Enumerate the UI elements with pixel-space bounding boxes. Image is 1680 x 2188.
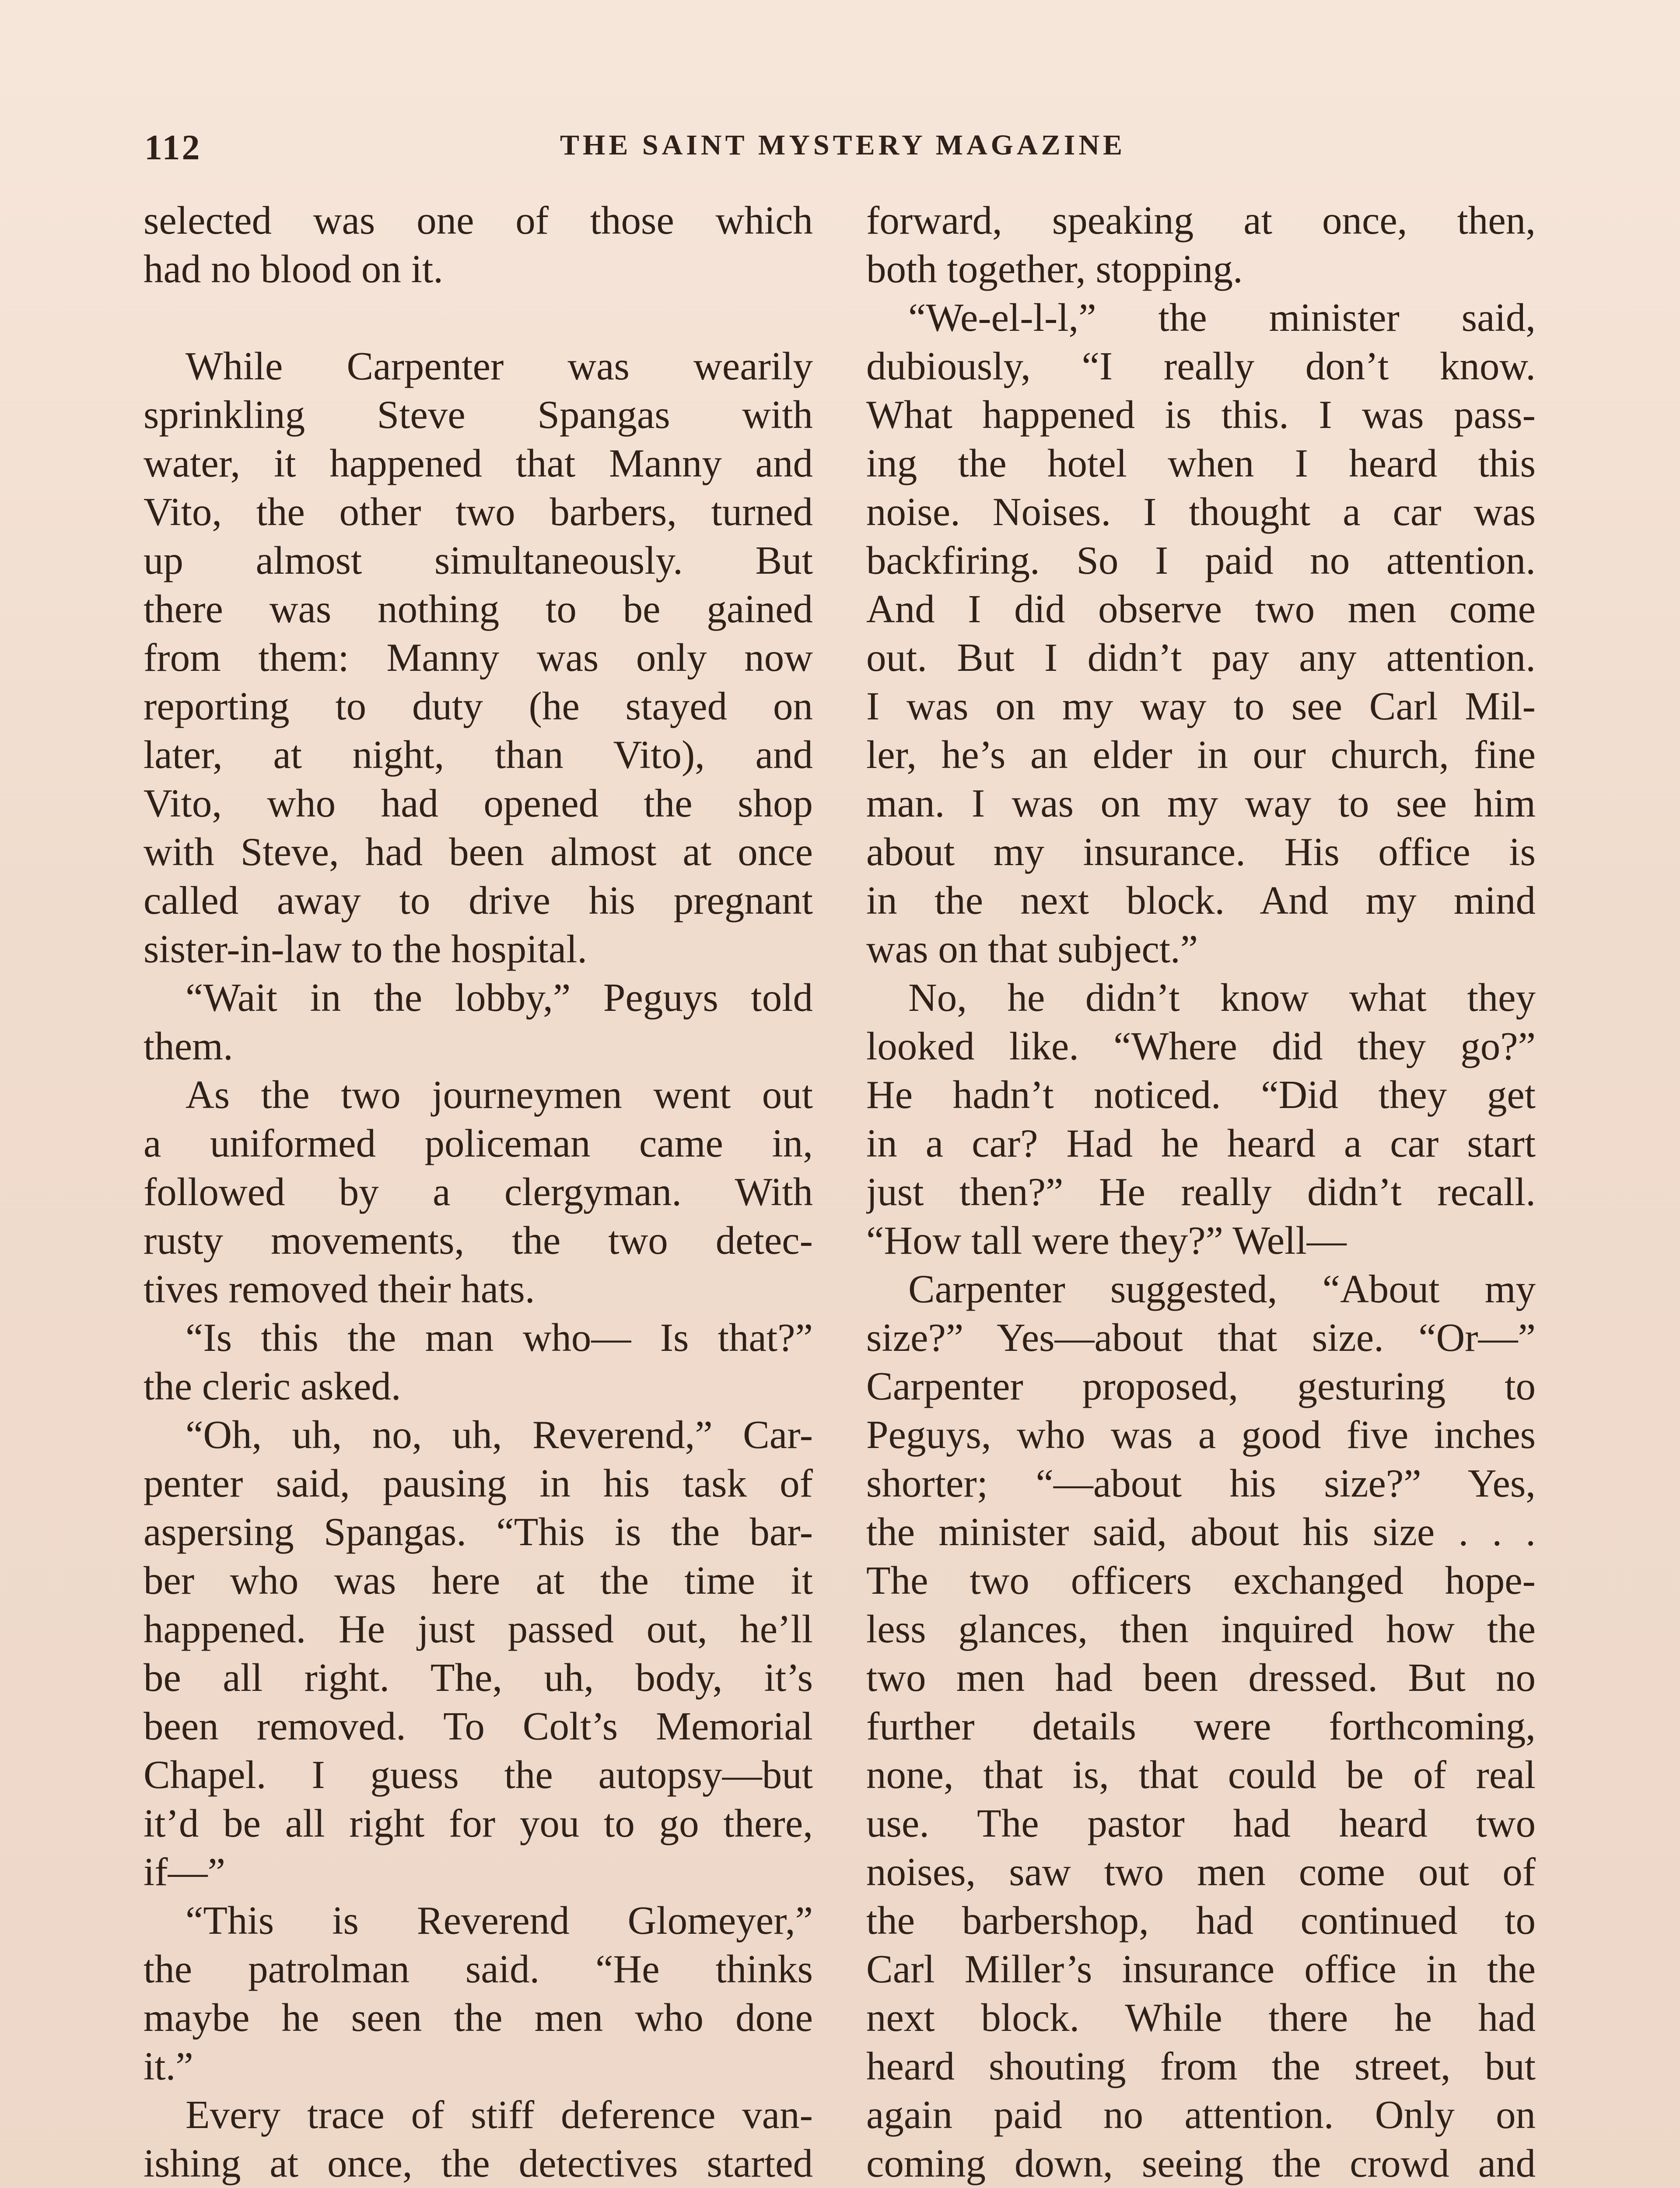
text-line: Peguys, who was a good five inches: [866, 1413, 1536, 1457]
text-line: noise. Noises. I thought a car was: [866, 490, 1536, 534]
text-line: size?” Yes—about that size. “Or—”: [866, 1315, 1536, 1360]
text-line: “Wait in the lobby,” Peguys told: [186, 975, 813, 1020]
text-line: Carpenter suggested, “About my: [908, 1267, 1536, 1311]
text-line: Chapel. I guess the autopsy—but: [144, 1753, 813, 1797]
text-line: And I did observe two men come: [866, 587, 1536, 631]
text-line: “We-el-l-l,” the minister said,: [908, 295, 1536, 340]
text-line: penter said, pausing in his task of: [144, 1461, 813, 1505]
text-line: from them: Manny was only now: [144, 635, 813, 680]
text-line: water, it happened that Manny and: [144, 441, 813, 485]
text-line: I was on my way to see Carl Mil-: [866, 684, 1536, 728]
paragraph-gap: [144, 293, 813, 342]
text-line: ber who was here at the time it: [144, 1558, 813, 1602]
text-line: rusty movements, the two detec-: [144, 1218, 813, 1262]
text-line: As the two journeymen went out: [186, 1073, 813, 1117]
text-line: dubiously, “I really don’t know.: [866, 344, 1536, 388]
text-line: heard shouting from the street, but: [866, 2044, 1536, 2088]
left-column: [144, 196, 813, 2188]
text-line: noises, saw two men come out of: [866, 1850, 1536, 1894]
text-line: maybe he seen the men who done: [144, 1995, 813, 2040]
text-line: with Steve, had been almost at once: [144, 830, 813, 874]
text-line: use. The pastor had heard two: [866, 1801, 1536, 1845]
text-line: sprinkling Steve Spangas with: [144, 393, 813, 437]
text-line: had no blood on it.: [144, 247, 443, 291]
text-line: ishing at once, the detectives started: [144, 2141, 813, 2185]
text-line: it.”: [144, 2044, 193, 2088]
text-line: Carpenter proposed, gesturing to: [866, 1364, 1536, 1408]
text-line: the barbershop, had continued to: [866, 1898, 1536, 1943]
text-line: He hadn’t noticed. “Did they get: [866, 1073, 1536, 1117]
text-line: there was nothing to be gained: [144, 587, 813, 631]
text-line: just then?” He really didn’t recall.: [866, 1170, 1536, 1214]
text-line: Vito, the other two barbers, turned: [144, 490, 813, 534]
text-line: been removed. To Colt’s Memorial: [144, 1704, 813, 1748]
text-line: followed by a clergyman. With: [144, 1170, 813, 1214]
text-line: While Carpenter was wearily: [186, 344, 813, 388]
text-line: happened. He just passed out, he’ll: [144, 1607, 813, 1651]
text-line: ing the hotel when I heard this: [866, 441, 1536, 485]
text-line: them.: [144, 1024, 233, 1068]
text-line: out. But I didn’t pay any attention.: [866, 635, 1536, 680]
text-line: The two officers exchanged hope-: [866, 1558, 1536, 1602]
text-line: man. I was on my way to see him: [866, 781, 1536, 825]
text-line: Every trace of stiff deference van-: [186, 2093, 813, 2137]
text-line: tives removed their hats.: [144, 1267, 535, 1311]
text-line: in a car? Had he heard a car start: [866, 1121, 1536, 1165]
text-line: coming down, seeing the crowd and: [866, 2141, 1536, 2185]
text-line: about my insurance. His office is: [866, 830, 1536, 874]
text-line: a uniformed policeman came in,: [144, 1121, 813, 1165]
text-line: What happened is this. I was pass-: [866, 393, 1536, 437]
text-line: sister-in-law to the hospital.: [144, 927, 588, 971]
text-line: be all right. The, uh, body, it’s: [144, 1655, 813, 1700]
page-number: 112: [144, 127, 202, 167]
text-line: Vito, who had opened the shop: [144, 781, 813, 825]
text-line: less glances, then inquired how the: [866, 1607, 1536, 1651]
text-line: in the next block. And my mind: [866, 878, 1536, 922]
text-line: looked like. “Where did they go?”: [866, 1024, 1536, 1068]
text-line: “This is Reverend Glomeyer,”: [186, 1898, 813, 1943]
text-line: “How tall were they?” Well—: [866, 1218, 1347, 1262]
text-line: the cleric asked.: [144, 1364, 401, 1408]
page-header: [144, 127, 1558, 175]
text-line: “Oh, uh, no, uh, Reverend,” Car-: [186, 1413, 813, 1457]
text-columns: [144, 196, 1544, 2188]
text-line: shorter; “—about his size?” Yes,: [866, 1461, 1536, 1505]
text-line: ler, he’s an elder in our church, fine: [866, 733, 1536, 777]
text-line: No, he didn’t know what they: [908, 975, 1536, 1020]
text-line: none, that is, that could be of real: [866, 1753, 1536, 1797]
text-line: selected was one of those which: [144, 198, 813, 242]
text-line: the patrolman said. “He thinks: [144, 1947, 813, 1991]
text-line: it’d be all right for you to go there,: [144, 1801, 813, 1845]
text-line: forward, speaking at once, then,: [866, 198, 1536, 242]
text-line: was on that subject.”: [866, 927, 1198, 971]
text-line: aspersing Spangas. “This is the bar-: [144, 1510, 813, 1554]
text-line: reporting to duty (he stayed on: [144, 684, 813, 728]
text-line: the minister said, about his size . . .: [866, 1510, 1536, 1554]
text-line: called away to drive his pregnant: [144, 878, 813, 922]
text-line: “Is this the man who— Is that?”: [186, 1315, 813, 1360]
text-line: both together, stopping.: [866, 247, 1243, 291]
text-line: later, at night, than Vito), and: [144, 733, 813, 777]
text-line: up almost simultaneously. But: [144, 538, 813, 582]
text-line: again paid no attention. Only on: [866, 2093, 1536, 2137]
text-line: backfiring. So I paid no attention.: [866, 538, 1536, 582]
right-column: [866, 196, 1536, 2188]
running-title: THE SAINT MYSTERY MAGAZINE: [560, 129, 1126, 161]
text-line: next block. While there he had: [866, 1995, 1536, 2040]
text-line: further details were forthcoming,: [866, 1704, 1536, 1748]
text-line: two men had been dressed. But no: [866, 1655, 1536, 1700]
text-line: Carl Miller’s insurance office in the: [866, 1947, 1536, 1991]
text-line: if—”: [144, 1850, 225, 1894]
